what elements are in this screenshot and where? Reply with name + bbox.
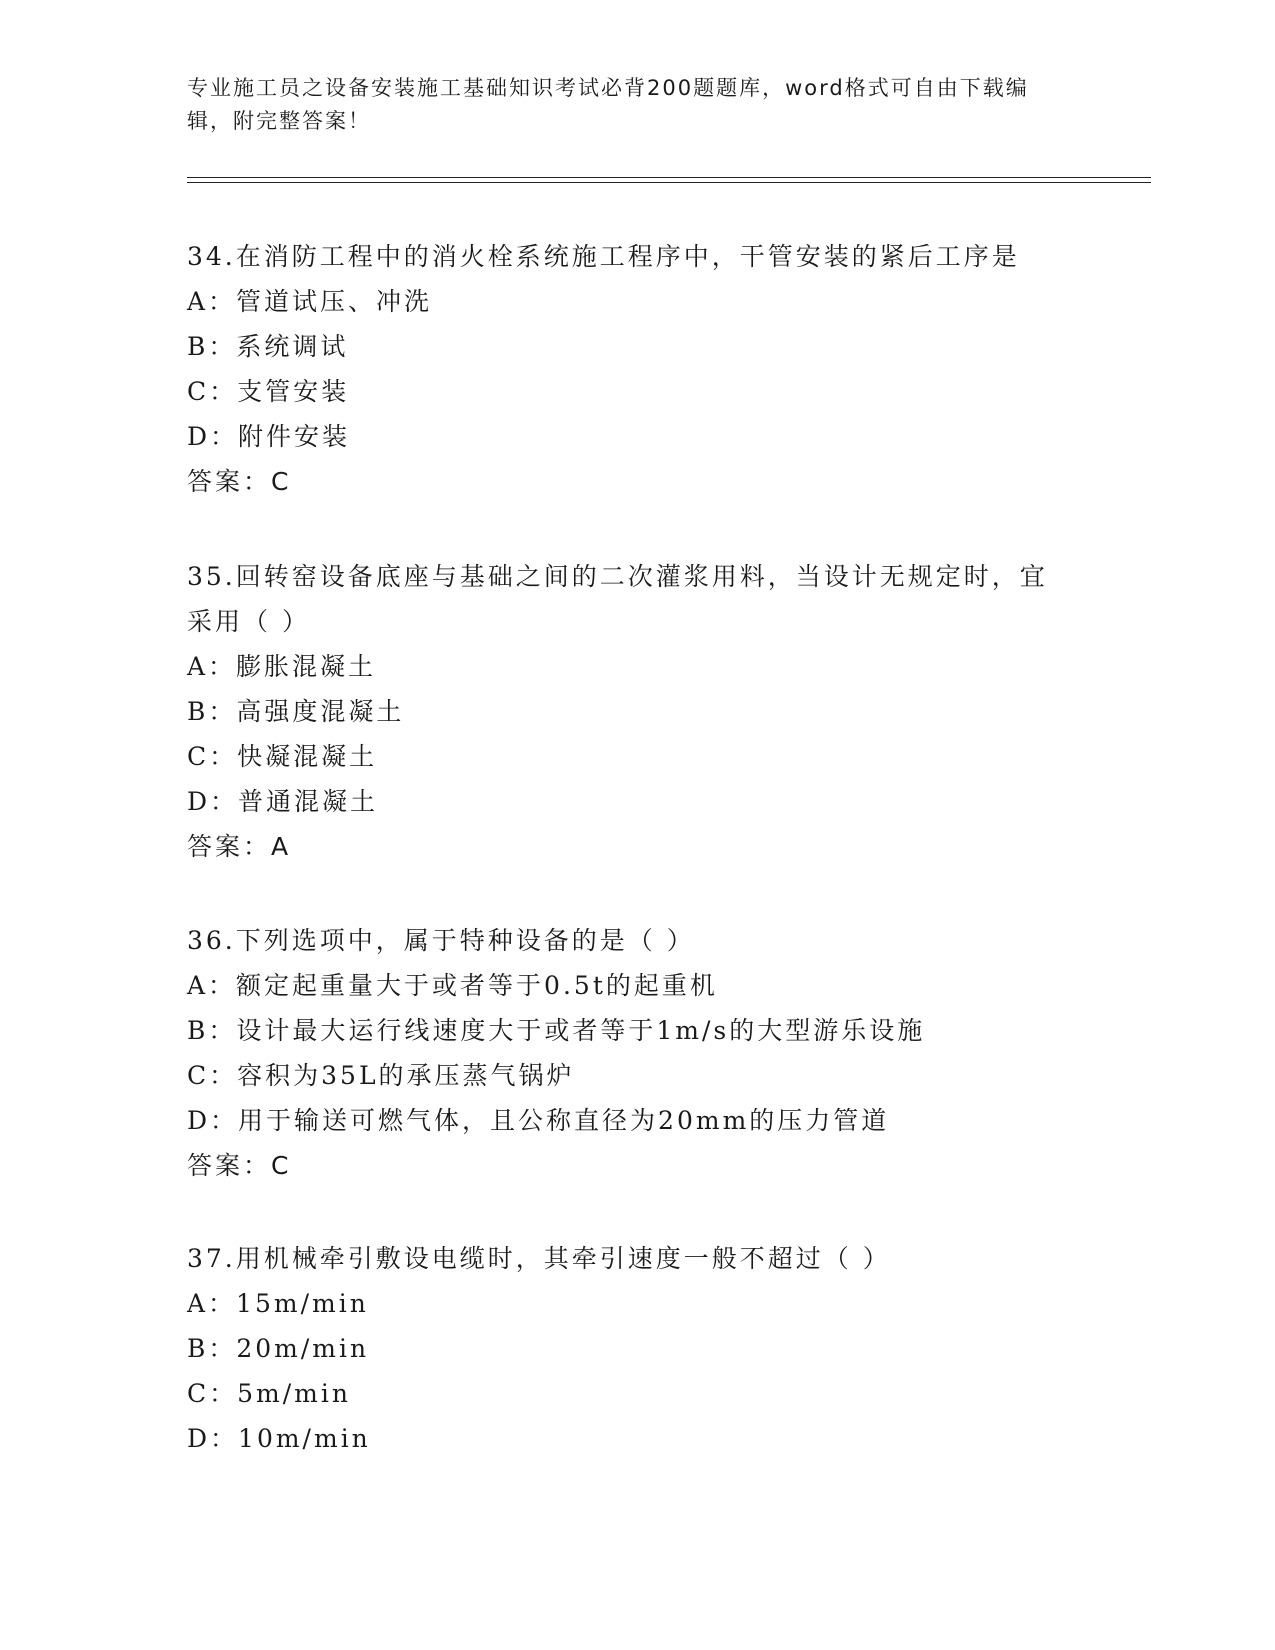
option-d: D：附件安装 xyxy=(187,422,351,451)
option-d: D：用于输送可燃气体，且公称直径为20mm的压力管道 xyxy=(187,1106,890,1135)
option-a: A：额定起重量大于或者等于0.5t的起重机 xyxy=(187,971,718,1000)
answer-line: 答案：A xyxy=(187,832,292,861)
option-b: B：系统调试 xyxy=(187,332,349,361)
answer-line: 答案：C xyxy=(187,467,292,496)
question-stem: 35.回转窑设备底座与基础之间的二次灌浆用料，当设计无规定时，宜采用（ ） xyxy=(187,562,1048,636)
header-divider xyxy=(187,177,1151,178)
header-title: 专业施工员之设备安装施工基础知识考试必背200题题库，word格式可自由下载编辑，附完整答案！ xyxy=(187,76,1029,133)
option-c: C：支管安装 xyxy=(187,377,350,406)
option-d: D：普通混凝土 xyxy=(187,787,379,816)
question-34 xyxy=(187,234,1087,504)
option-c: C：快凝混凝土 xyxy=(187,742,378,771)
question-stem: 36.下列选项中，属于特种设备的是（ ） xyxy=(187,926,695,955)
option-b: B：20m/min xyxy=(187,1334,370,1363)
question-stem: 34.在消防工程中的消火栓系统施工程序中，干管安装的紧后工序是 xyxy=(187,242,1020,271)
option-b: B：设计最大运行线速度大于或者等于1m/s的大型游乐设施 xyxy=(187,1016,926,1045)
option-a: A：管道试压、冲洗 xyxy=(187,287,433,316)
question-37 xyxy=(187,1236,1087,1461)
question-stem: 37.用机械牵引敷设电缆时，其牵引速度一般不超过（ ） xyxy=(187,1244,891,1273)
document-header xyxy=(187,72,1067,138)
header-divider-second xyxy=(187,182,1151,183)
option-d: D：10m/min xyxy=(187,1424,371,1453)
question-35 xyxy=(187,554,1087,869)
question-36 xyxy=(187,918,1087,1188)
option-b: B：高强度混凝土 xyxy=(187,697,405,726)
option-a: A：膨胀混凝土 xyxy=(187,652,377,681)
option-a: A：15m/min xyxy=(187,1289,369,1318)
option-c: C：5m/min xyxy=(187,1379,351,1408)
option-c: C：容积为35L的承压蒸气锅炉 xyxy=(187,1061,575,1090)
answer-line: 答案：C xyxy=(187,1151,292,1180)
